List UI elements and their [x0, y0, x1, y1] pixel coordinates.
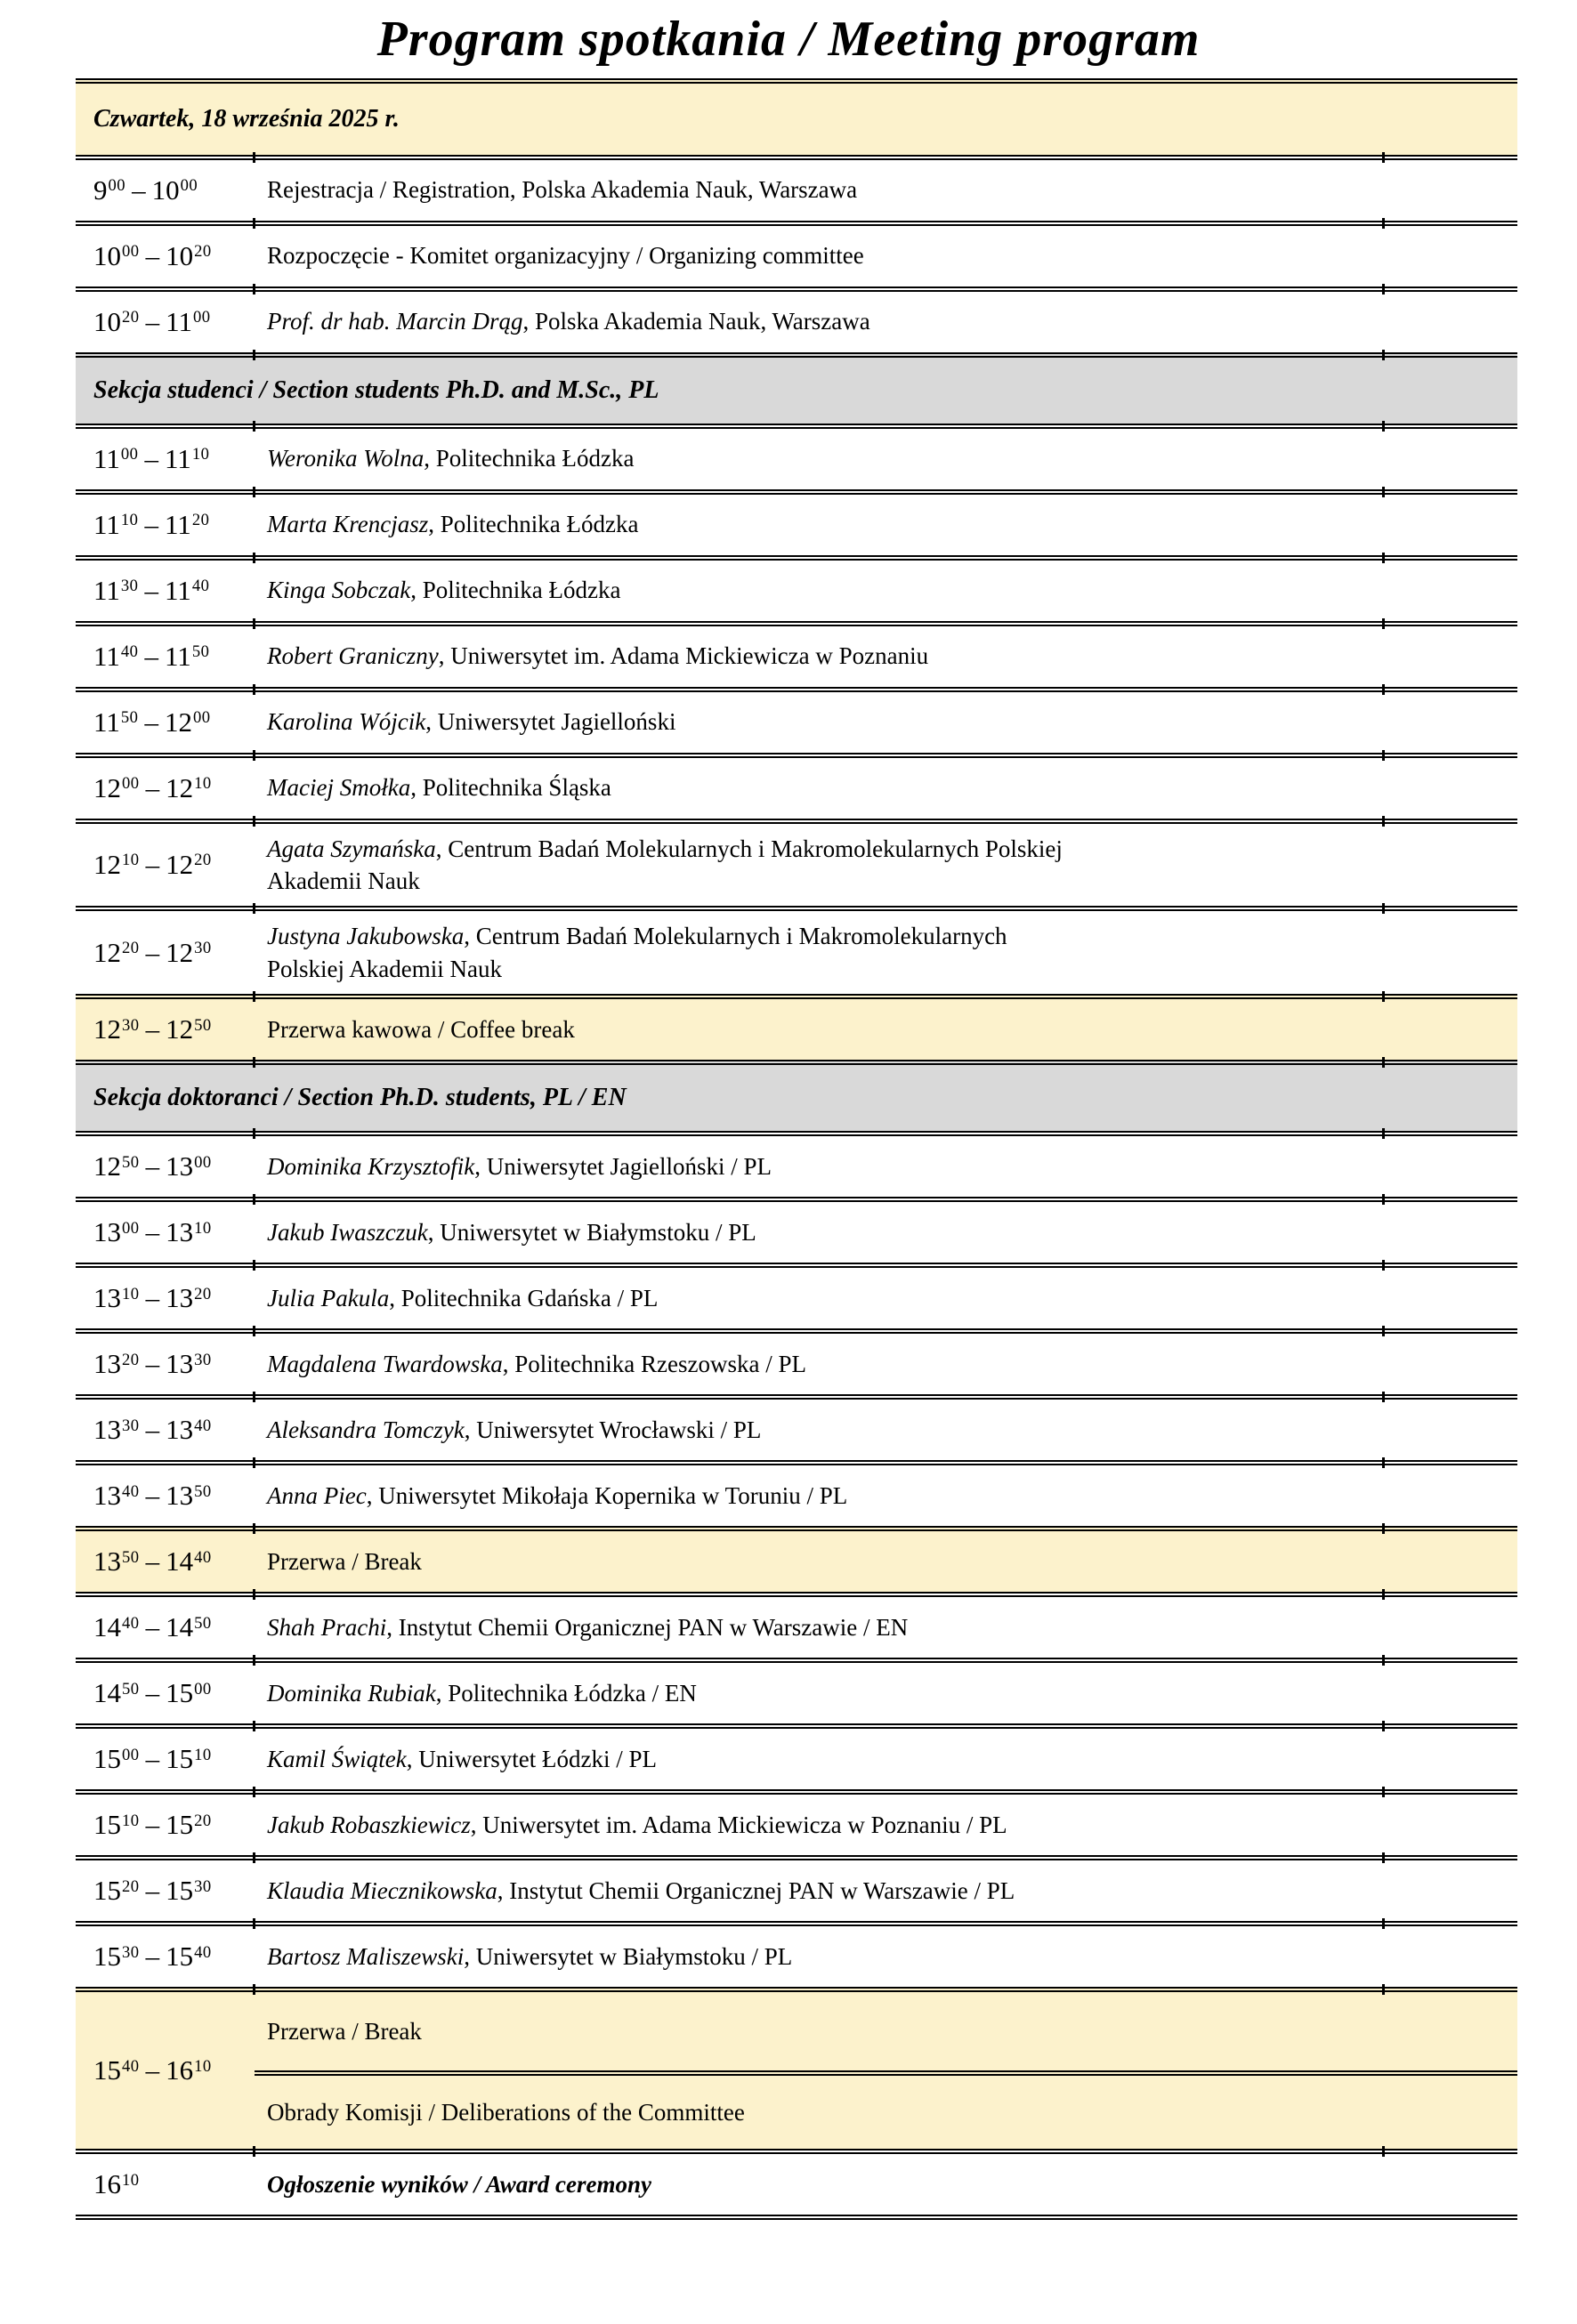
event-description: [255, 626, 1384, 687]
empty-cell: [1384, 824, 1517, 907]
program-table: [76, 78, 1517, 2221]
program-row: [76, 1921, 1517, 1987]
time-range: $11^{30} - 11^{40}$: [93, 574, 210, 606]
speaker-name: Weronika Wolna: [267, 445, 425, 472]
time-range: $13^{40} - 13^{50}$: [93, 1480, 212, 1512]
time-range: $15^{00} - 15^{10}$: [93, 1743, 212, 1775]
program-row: [76, 78, 1517, 155]
event-text: , Politechnika Gdańska / PL: [389, 1285, 659, 1312]
event-text: , Uniwersytet Wrocławski / PL: [464, 1416, 762, 1444]
event-description: [255, 1729, 1384, 1789]
time-range: $15^{30} - 15^{40}$: [93, 1941, 212, 1973]
program-row: [76, 621, 1517, 687]
speaker-name: Robert Graniczny: [267, 642, 439, 670]
program-page: [0, 12, 1577, 2220]
program-row: [76, 1987, 1517, 2149]
time-range: $13^{20} - 13^{30}$: [93, 1348, 212, 1380]
time-dash: –: [145, 771, 160, 803]
program-row: [76, 221, 1517, 286]
empty-cell: [1384, 692, 1517, 753]
time-dash: –: [145, 2054, 160, 2086]
time-range: $13^{00} - 13^{10}$: [93, 1216, 212, 1248]
time-dash: –: [145, 1677, 160, 1709]
time-range: $13^{30} - 13^{40}$: [93, 1414, 212, 1446]
program-row: [76, 1658, 1517, 1723]
event-description: [255, 1531, 1384, 1592]
time-range: $12^{50} - 13^{00}$: [93, 1150, 212, 1182]
empty-cell: [1384, 1334, 1517, 1394]
event-text: , Instytut Chemii Organicznej PAN w Warszawie / EN: [386, 1614, 909, 1642]
event-text: , Centrum Badań Molekularnych i Makromolekularnych Polskiej: [435, 835, 1063, 862]
event-text-line2: Polskiej Akademii Nauk: [267, 955, 502, 982]
program-row: [76, 424, 1517, 489]
event-description: [255, 1597, 1384, 1658]
time-dash: –: [144, 706, 158, 738]
event-text: , Politechnika Łódzka: [424, 445, 635, 472]
empty-cell: [1384, 226, 1517, 286]
empty-cell: [1384, 911, 1517, 994]
event-text: , Instytut Chemii Organicznej PAN w Warszawie / PL: [497, 1877, 1015, 1905]
program-row: [76, 906, 1517, 994]
time-range: $14^{50} - 15^{00}$: [93, 1677, 212, 1709]
empty-cell: [1384, 1663, 1517, 1723]
time-dash: –: [145, 1348, 160, 1380]
event-text: , Uniwersytet Jagielloński: [425, 708, 676, 736]
time-dash: –: [145, 1545, 160, 1578]
speaker-name: Anna Piec: [267, 1482, 367, 1510]
event-description: [255, 1926, 1384, 1987]
empty-cell: [1384, 2154, 1517, 2215]
time-dash: –: [144, 574, 158, 606]
event-text: , Politechnika Łódzka: [428, 511, 639, 538]
time-range: $11^{00} - 11^{10}$: [93, 442, 210, 474]
time-range: $12^{00} - 12^{10}$: [93, 771, 212, 803]
speaker-name: Agata Szymańska: [267, 835, 436, 862]
time-range: $15^{20} - 15^{30}$: [93, 1875, 212, 1907]
event-text: , Polska Akademia Nauk, Warszawa: [522, 308, 870, 335]
speaker-name: Klaudia Miecznikowska: [267, 1877, 497, 1905]
time-range: $12^{20} - 12^{30}$: [93, 936, 212, 968]
program-row: [76, 687, 1517, 753]
speaker-name: Jakub Robaszkiewicz: [267, 1812, 471, 1839]
event-text: Przerwa kawowa / Coffee break: [267, 1016, 575, 1044]
program-row: [76, 1263, 1517, 1328]
time-range: $10^{00} - 10^{20}$: [93, 239, 212, 271]
time-dash: –: [145, 305, 160, 337]
event-description: [255, 561, 1384, 621]
time-dash: –: [144, 442, 158, 474]
program-row: [76, 753, 1517, 819]
time-dash: –: [145, 1743, 160, 1775]
event-text: , Politechnika Rzeszowska / PL: [502, 1351, 806, 1378]
double-event-cell: [255, 1992, 1517, 2149]
event-text: , Uniwersytet Jagielloński / PL: [474, 1153, 772, 1181]
time-dash: –: [145, 1282, 160, 1314]
program-row: [76, 1060, 1517, 1131]
program-row: [76, 1592, 1517, 1658]
empty-cell: [1384, 999, 1517, 1060]
program-row: [76, 352, 1517, 424]
event-description: [255, 911, 1384, 994]
row-heading: Sekcja studenci / Section students Ph.D. and M.Sc., PL: [93, 375, 659, 404]
speaker-name: Karolina Wójcik: [267, 708, 426, 736]
time-dash: –: [132, 173, 146, 206]
speaker-name: Justyna Jakubowska: [267, 923, 465, 950]
program-row: [76, 1394, 1517, 1460]
event-text: Rozpoczęcie - Komitet organizacyjny / Organizing committee: [267, 242, 864, 270]
empty-cell: [1384, 495, 1517, 555]
program-row: [76, 1723, 1517, 1789]
program-row: [76, 1131, 1517, 1197]
empty-cell: [1384, 561, 1517, 621]
time-dash: –: [145, 1013, 160, 1045]
event-text: , Politechnika Łódzka / EN: [435, 1680, 697, 1707]
event-description: [255, 1202, 1384, 1263]
event-description: [255, 2154, 1384, 2215]
program-row: [76, 2149, 1517, 2215]
event-description: [255, 429, 1384, 489]
event-text-line2: Akademii Nauk: [267, 867, 420, 895]
time-range: $13^{50} - 14^{40}$: [93, 1545, 212, 1578]
time-range: $11^{40} - 11^{50}$: [93, 640, 210, 672]
time-range: $10^{20} - 11^{00}$: [93, 305, 211, 337]
empty-cell: [1384, 1202, 1517, 1263]
event-description: Przerwa / Break: [267, 2017, 422, 2045]
time-dash: –: [145, 1875, 160, 1907]
event-text: , Uniwersytet w Białymstoku / PL: [427, 1219, 756, 1247]
event-description: [255, 1860, 1384, 1921]
event-description: [255, 495, 1384, 555]
program-row: [76, 1197, 1517, 1263]
program-row: [76, 489, 1517, 555]
speaker-name: Jakub Iwaszczuk: [267, 1219, 428, 1247]
empty-cell: [1384, 1400, 1517, 1460]
time-dash: –: [145, 1414, 160, 1446]
speaker-name: Prof. dr hab. Marcin Drąg: [267, 308, 523, 335]
empty-cell: [1384, 1136, 1517, 1197]
row-heading: Czwartek, 18 września 2025 r.: [93, 104, 400, 133]
program-row: [76, 1526, 1517, 1592]
time-range: $12^{30} - 12^{50}$: [93, 1013, 212, 1045]
speaker-name: Shah Prachi: [267, 1614, 387, 1642]
event-description: Obrady Komisji / Deliberations of the Committee: [255, 2070, 1517, 2149]
event-text: Przerwa / Break: [267, 1548, 422, 1576]
event-text: , Uniwersytet w Białymstoku / PL: [464, 1943, 793, 1971]
time-dash: –: [145, 239, 160, 271]
time-range: $9^{00} - 10^{00}$: [93, 173, 198, 206]
empty-cell: [1384, 1926, 1517, 1987]
time-dash: –: [145, 1809, 160, 1841]
empty-cell: [1384, 1597, 1517, 1658]
program-row: [76, 155, 1517, 221]
event-description: [255, 999, 1384, 1060]
time-range: $11^{10} - 11^{20}$: [93, 508, 210, 540]
speaker-name: Magdalena Twardowska: [267, 1351, 503, 1378]
time-range: $16^{10}$: [93, 2168, 140, 2200]
empty-cell: [1384, 1729, 1517, 1789]
event-description: [255, 1795, 1384, 1855]
event-text: Rejestracja / Registration, Polska Akademia Nauk, Warszawa: [267, 176, 858, 204]
event-description: [255, 292, 1384, 352]
event-text: Ogłoszenie wyników / Award ceremony: [267, 2171, 651, 2199]
empty-cell: [1384, 1465, 1517, 1526]
event-description: [255, 1663, 1384, 1723]
speaker-name: Bartosz Maliszewski: [267, 1943, 465, 1971]
speaker-name: Dominika Krzysztofik: [267, 1153, 475, 1181]
program-row: [76, 555, 1517, 621]
event-text: , Centrum Badań Molekularnych i Makromolekularnych: [464, 923, 1007, 950]
speaker-name: Julia Pakula: [267, 1285, 390, 1312]
event-description: [255, 160, 1384, 221]
event-text: , Uniwersytet im. Adama Mickiewicza w Poznaniu: [438, 642, 929, 670]
speaker-name: Kinga Sobczak: [267, 577, 411, 604]
time-dash: –: [145, 1216, 160, 1248]
time-range: $12^{10} - 12^{20}$: [93, 849, 212, 881]
program-row: [76, 286, 1517, 352]
event-text: , Uniwersytet Łódzki / PL: [406, 1746, 657, 1773]
time-dash: –: [144, 508, 158, 540]
row-heading: Sekcja doktoranci / Section Ph.D. students, PL / EN: [93, 1084, 627, 1112]
program-row: [76, 994, 1517, 1060]
time-dash: –: [145, 849, 160, 881]
event-text: , Uniwersytet im. Adama Mickiewicza w Poznaniu / PL: [470, 1812, 1007, 1839]
speaker-name: Marta Krencjasz: [267, 511, 429, 538]
program-row: [76, 1789, 1517, 1855]
empty-cell: [1384, 1795, 1517, 1855]
event-description: [255, 824, 1384, 907]
event-description: [255, 1334, 1384, 1394]
speaker-name: Dominika Rubiak: [267, 1680, 436, 1707]
time-range: $11^{50} - 12^{00}$: [93, 706, 211, 738]
time-range: $15^{40} - 16^{10}$: [93, 2054, 212, 2086]
program-row: [76, 1460, 1517, 1526]
time-range: $15^{10} - 15^{20}$: [93, 1809, 212, 1841]
program-row: [76, 1855, 1517, 1921]
speaker-name: Maciej Smołka: [267, 774, 411, 802]
speaker-name: Kamil Świątek: [267, 1746, 407, 1773]
page-title: Program spotkania / Meeting program: [376, 12, 1201, 67]
program-row: [76, 1328, 1517, 1394]
time-dash: –: [145, 1941, 160, 1973]
event-description: [255, 1400, 1384, 1460]
time-range: $14^{40} - 14^{50}$: [93, 1611, 212, 1643]
event-description: [255, 1465, 1384, 1526]
event-text: , Politechnika Śląska: [410, 774, 611, 802]
time-dash: –: [145, 1480, 160, 1512]
event-description: [255, 1268, 1384, 1328]
speaker-name: Aleksandra Tomczyk: [267, 1416, 465, 1444]
empty-cell: [1384, 1860, 1517, 1921]
empty-cell: [1384, 429, 1517, 489]
event-description: [255, 692, 1384, 753]
event-description: [255, 226, 1384, 286]
empty-cell: [1384, 292, 1517, 352]
empty-cell: [1384, 1268, 1517, 1328]
empty-cell: [1384, 160, 1517, 221]
empty-cell: [1384, 758, 1517, 819]
event-description: [255, 758, 1384, 819]
empty-cell: [1384, 1531, 1517, 1592]
event-description: [255, 1136, 1384, 1197]
time-range: $13^{10} - 13^{20}$: [93, 1282, 212, 1314]
event-text: , Politechnika Łódzka: [410, 577, 621, 604]
empty-cell: [1384, 626, 1517, 687]
time-dash: –: [145, 1150, 160, 1182]
time-dash: –: [144, 640, 158, 672]
time-dash: –: [145, 1611, 160, 1643]
time-dash: –: [145, 936, 160, 968]
program-row: [76, 819, 1517, 907]
event-text: , Uniwersytet Mikołaja Kopernika w Toruniu / PL: [366, 1482, 848, 1510]
